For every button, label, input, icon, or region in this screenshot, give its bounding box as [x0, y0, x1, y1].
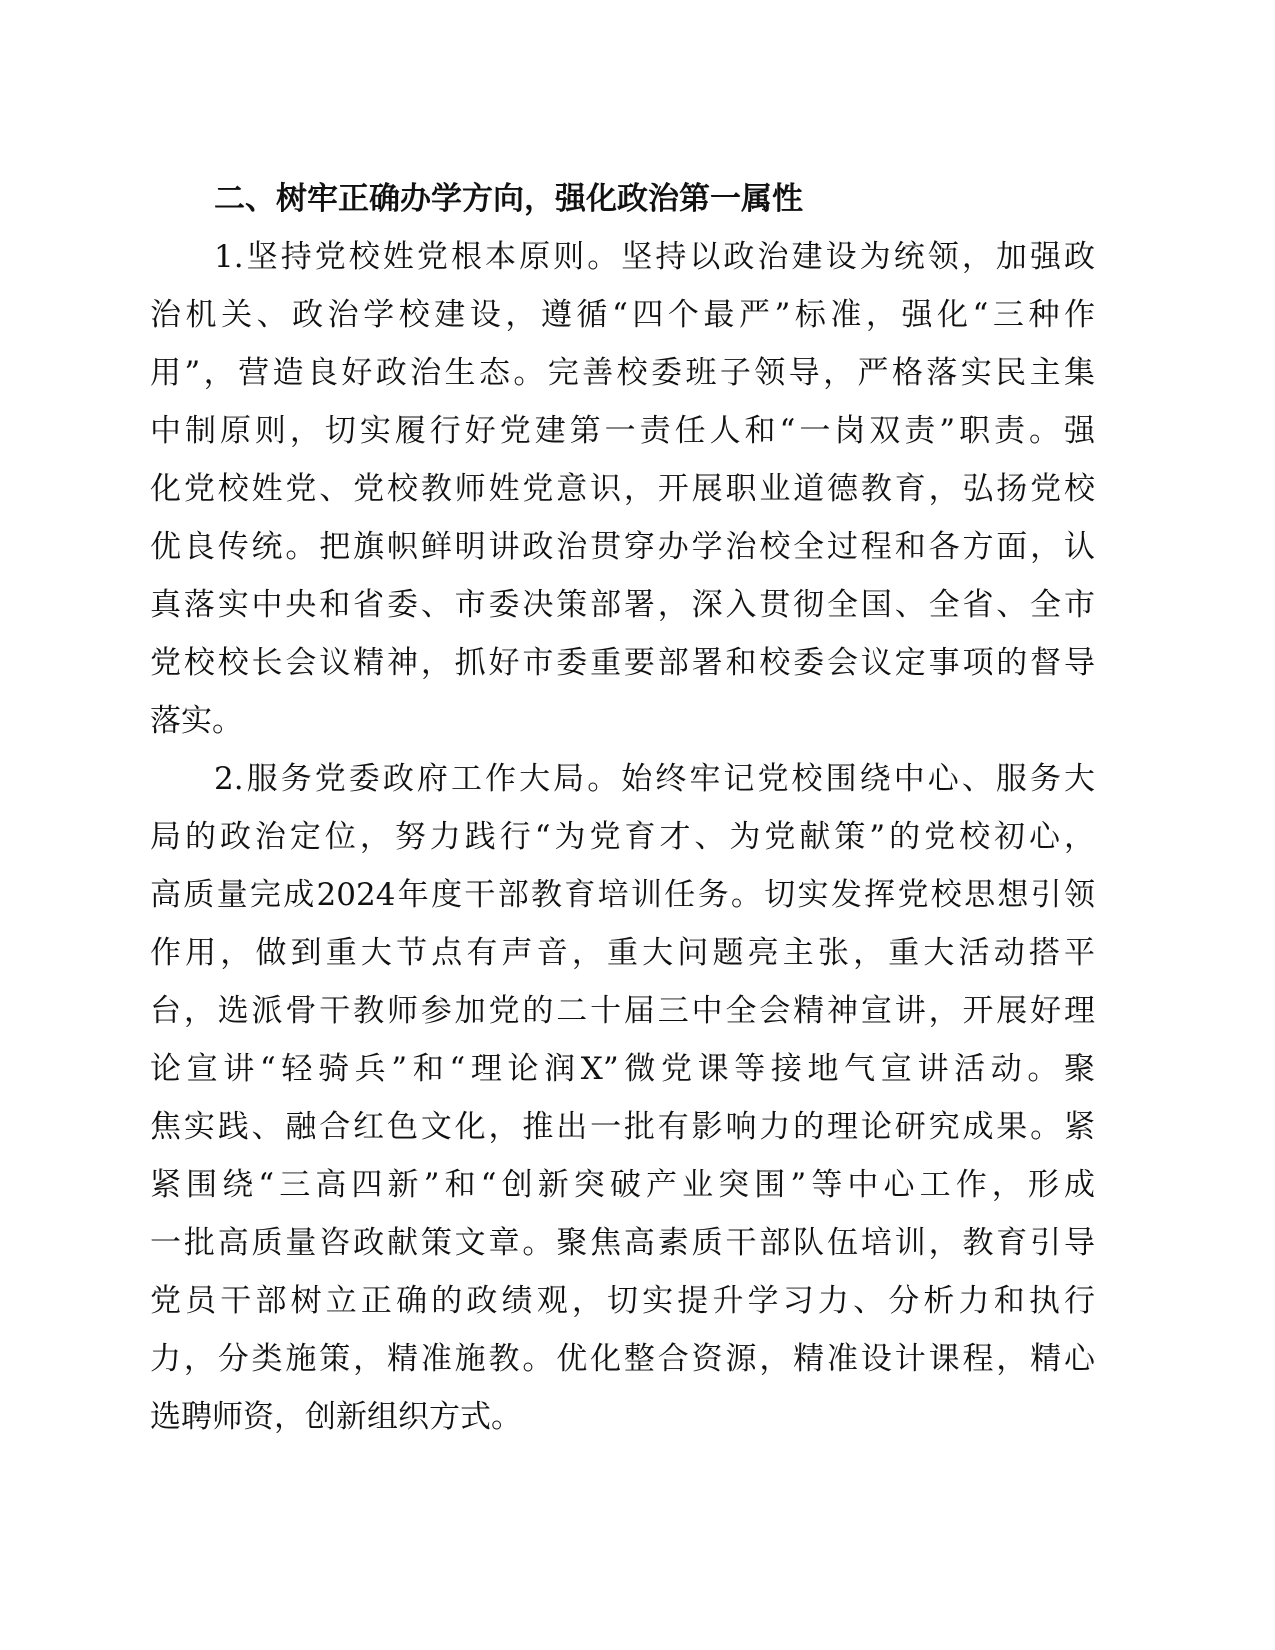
paragraph-line: 用”，营造良好政治生态。完善校委班子领导，严格落实民主集 — [150, 355, 1095, 391]
paragraph-line: 台，选派骨干教师参加党的二十届三中全会精神宣讲，开展好理 — [150, 993, 1095, 1029]
paragraph-line: 选聘师资，创新组织方式。 — [150, 1399, 522, 1435]
paragraph-line: 论宣讲“轻骑兵”和“理论润X”微党课等接地气宣讲活动。聚 — [150, 1051, 1095, 1087]
paragraph-line: 力，分类施策，精准施教。优化整合资源，精准设计课程，精心 — [150, 1341, 1095, 1377]
paragraph-line: 党校校长会议精神，抓好市委重要部署和校委会议定事项的督导 — [150, 645, 1095, 681]
paragraph-line: 焦实践、融合红色文化，推出一批有影响力的理论研究成果。紧 — [150, 1109, 1095, 1145]
paragraph-line: 党员干部树立正确的政绩观，切实提升学习力、分析力和执行 — [150, 1283, 1095, 1319]
document-page — [150, 170, 1095, 1446]
section-heading: 二、树牢正确办学方向，强化政治第一属性 — [214, 181, 803, 217]
paragraph-line: 高质量完成2024年度干部教育培训任务。切实发挥党校思想引领 — [150, 877, 1095, 913]
paragraph-line: 2.服务党委政府工作大局。始终牢记党校围绕中心、服务大 — [214, 761, 1095, 797]
paragraph-1 — [150, 228, 1095, 750]
paragraph-line: 1.坚持党校姓党根本原则。坚持以政治建设为统领，加强政 — [214, 239, 1095, 275]
paragraph-line: 中制原则，切实履行好党建第一责任人和“一岗双责”职责。强 — [150, 413, 1095, 449]
paragraph-line: 一批高质量咨政献策文章。聚焦高素质干部队伍培训，教育引导 — [150, 1225, 1095, 1261]
paragraph-line: 落实。 — [150, 703, 243, 739]
paragraph-line: 化党校姓党、党校教师姓党意识，开展职业道德教育，弘扬党校 — [150, 471, 1095, 507]
paragraph-line: 优良传统。把旗帜鲜明讲政治贯穿办学治校全过程和各方面，认 — [150, 529, 1095, 565]
paragraph-line: 紧围绕“三高四新”和“创新突破产业突围”等中心工作，形成 — [150, 1167, 1095, 1203]
paragraph-2 — [150, 750, 1095, 1446]
paragraph-line: 真落实中央和省委、市委决策部署，深入贯彻全国、全省、全市 — [150, 587, 1095, 623]
paragraph-line: 治机关、政治学校建设，遵循“四个最严”标准，强化“三种作 — [150, 297, 1095, 333]
paragraph-line: 局的政治定位，努力践行“为党育才、为党献策”的党校初心， — [150, 819, 1095, 855]
paragraph-line: 作用，做到重大节点有声音，重大问题亮主张，重大活动搭平 — [150, 935, 1095, 971]
